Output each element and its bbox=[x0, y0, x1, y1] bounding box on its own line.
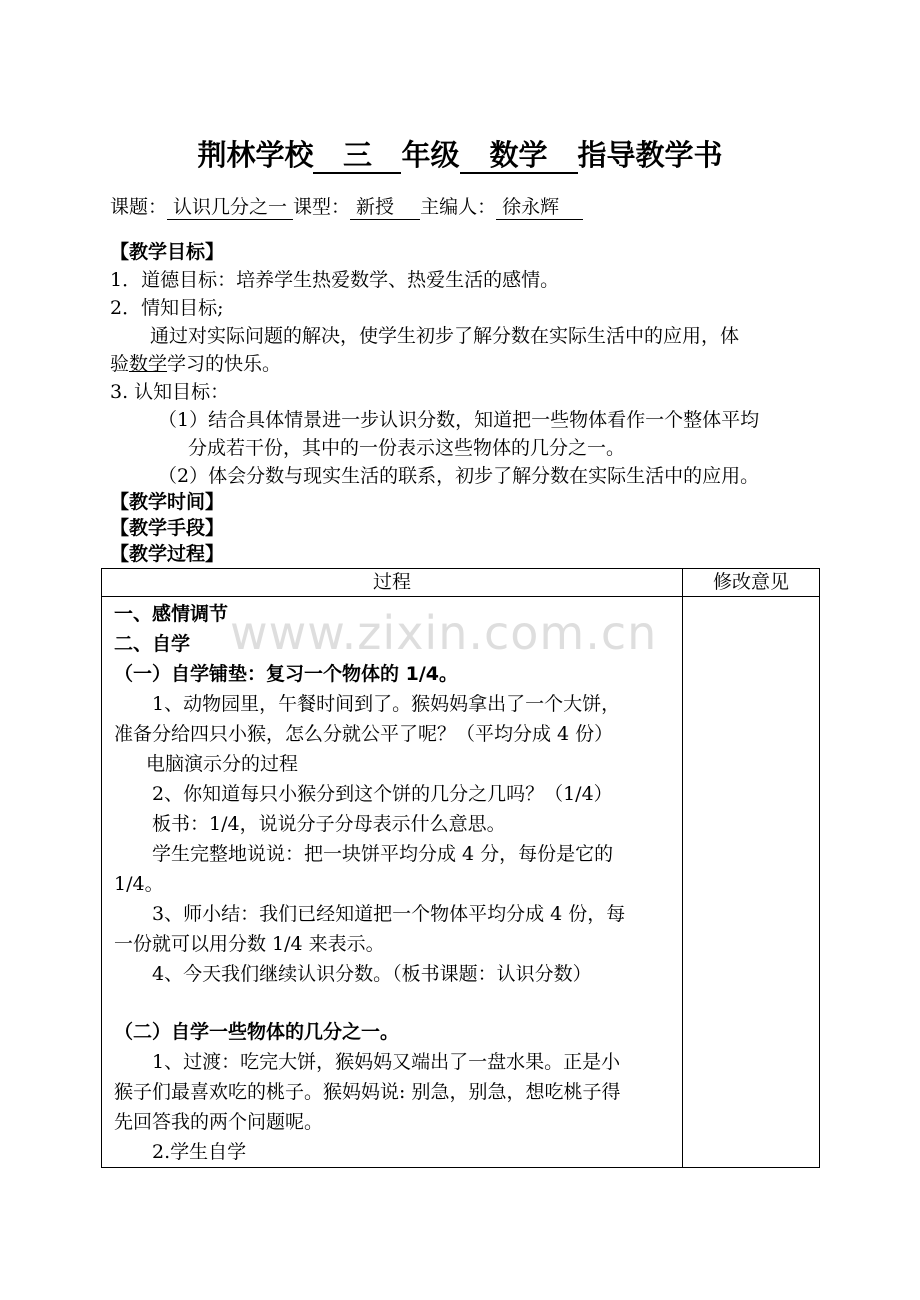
table-body-row bbox=[102, 597, 820, 1168]
step-student-say-cont: 1/4。 bbox=[114, 873, 164, 895]
objective-emotion-detail-cont: 验数学学习的快乐。 bbox=[110, 353, 282, 375]
step-1-demo: 电脑演示分的过程 bbox=[146, 753, 299, 775]
objective-cognitive: 3. 认知目标： bbox=[110, 381, 230, 403]
step-3: 3、师小结：我们已经知道把一个物体平均分成 4 份，每 bbox=[152, 903, 626, 925]
subject-value: 数学 bbox=[460, 138, 578, 174]
step-selfstudy: 2.学生自学 bbox=[152, 1141, 247, 1163]
doc-type: 指导教学书 bbox=[577, 138, 723, 172]
objectives-heading: 【教学目标】 bbox=[110, 241, 225, 263]
document-title bbox=[0, 135, 920, 175]
subsection-selfstudy: （二）自学一些物体的几分之一。 bbox=[114, 1021, 400, 1043]
objective-cognitive-1-cont: 分成若干份，其中的一份表示这些物体的几分之一。 bbox=[188, 437, 626, 459]
step-board: 板书：1/4，说说分子分母表示什么意思。 bbox=[152, 813, 506, 835]
comments-column-header: 修改意见 bbox=[683, 569, 820, 597]
step-1-cont: 准备分给四只小猴，怎么分就公平了呢？（平均分成 4 份） bbox=[114, 723, 614, 745]
step-2: 2、你知道每只小猴分到这个饼的几分之几吗？（1/4） bbox=[152, 783, 613, 805]
topic-value: 认识几分之一 bbox=[167, 195, 293, 220]
process-heading: 【教学过程】 bbox=[110, 543, 225, 565]
step-4: 4、今天我们继续认识分数。（板书课题：认识分数） bbox=[152, 963, 592, 985]
type-value: 新授 bbox=[350, 195, 420, 220]
step-1: 1、动物园里，午餐时间到了。猴妈妈拿出了一个大饼， bbox=[152, 693, 621, 715]
process-cell bbox=[102, 597, 683, 1168]
process-column-header: 过程 bbox=[102, 569, 683, 597]
table-header-row bbox=[102, 569, 820, 597]
editor-value: 徐永辉 bbox=[496, 195, 583, 220]
subsection-review: （一）自学铺垫：复习一个物体的 1/4。 bbox=[114, 663, 458, 685]
grade-suffix: 年级 bbox=[401, 138, 460, 172]
objective-moral: 1．道德目标：培养学生热爱数学、热爱生活的感情。 bbox=[110, 269, 560, 291]
comments-cell bbox=[683, 597, 820, 1168]
objective-emotion: 2．情知目标; bbox=[110, 297, 224, 319]
editor-label: 主编人： bbox=[420, 196, 497, 218]
step-student-say: 学生完整地说说：把一块饼平均分成 4 分，每份是它的 bbox=[152, 843, 614, 865]
lesson-meta bbox=[110, 192, 583, 222]
type-label: 课型： bbox=[293, 196, 351, 218]
grade-value: 三 bbox=[313, 138, 401, 174]
watermark: www.zixin.com.cn bbox=[230, 606, 658, 660]
step-transition-end: 先回答我的两个问题呢。 bbox=[114, 1111, 324, 1133]
process-table bbox=[101, 568, 820, 1168]
objective-emotion-detail: 通过对实际问题的解决，使学生初步了解分数在实际生活中的应用，体 bbox=[150, 325, 740, 347]
step-transition: 1、过渡：吃完大饼，猴妈妈又端出了一盘水果。正是小 bbox=[152, 1051, 621, 1073]
means-heading: 【教学手段】 bbox=[110, 517, 225, 539]
topic-label: 课题： bbox=[110, 196, 168, 218]
school-name: 荆林学校 bbox=[197, 138, 314, 172]
time-heading: 【教学时间】 bbox=[110, 491, 225, 513]
step-transition-cont: 猴子们最喜欢吃的桃子。猴妈妈说: 别急，别急，想吃桃子得 bbox=[114, 1081, 621, 1103]
section-emotion: 一、感情调节 bbox=[114, 603, 229, 625]
step-3-cont: 一份就可以用分数 1/4 来表示。 bbox=[114, 933, 385, 955]
objective-cognitive-2: （2）体会分数与现实生活的联系，初步了解分数在实际生活中的应用。 bbox=[158, 465, 760, 487]
objective-cognitive-1: （1）结合具体情景进一步认识分数，知道把一些物体看作一个整体平均 bbox=[158, 409, 760, 431]
section-selfstudy: 二、自学 bbox=[114, 633, 191, 655]
